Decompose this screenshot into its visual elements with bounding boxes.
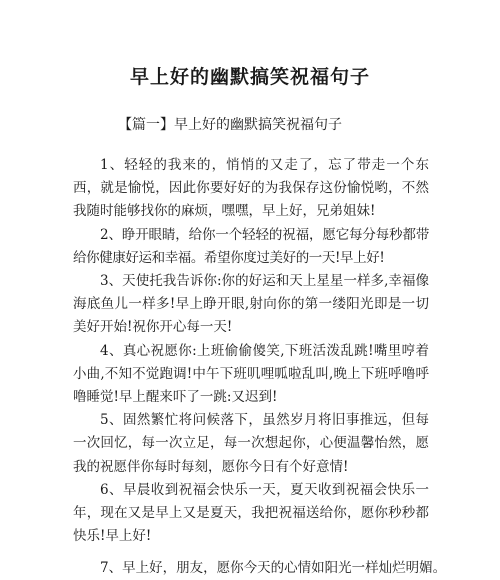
paragraph-6: 6、早晨收到祝福会快乐一天，夏天收到祝福会快乐一年，现在又是早上又是夏天，我把祝福送给你，愿你秒秒都快乐!早上好!: [73, 481, 429, 545]
paragraph-2: 2、睁开眼睛，给你一个轻轻的祝福，愿它每分每秒都带给你健康好运和幸福。希望你度过美好的一天!早上好!: [73, 226, 429, 266]
document-title: 早上好的幽默搞笑祝福句子: [129, 66, 370, 88]
section-heading: 【篇一】早上好的幽默搞笑祝福句子: [118, 117, 342, 133]
paragraph-7-partial: 7、早上好，朋友，愿你今天的心情如阳光一样灿烂明媚。: [100, 560, 447, 576]
paragraph-5: 5、固然繁忙将问候落下，虽然岁月将旧事推远，但每一次回忆，每一次立足，每一次想起你，心便温馨怡然，愿我的祝愿伴你每时每刻，愿你今日有个好意情!: [73, 412, 429, 475]
paragraph-4: 4、真心祝愿你:上班偷偷傻笑,下班活泼乱跳!嘴里哼着小曲,不知不觉跑调!中午下班叽哩呱啦乱叫,晚上下班呼噜呼噜睡觉!早上醒来吓了一跳:又迟到!: [73, 342, 429, 406]
cut-off-paragraph: [73, 557, 447, 576]
paragraph-1: 1、轻轻的我来的，悄悄的又走了，忘了带走一个东西，就是愉悦，因此你要好好的为我保存这份愉悦哟，不然我随时能够找你的麻烦，嘿嘿，早上好，兄弟姐妹!: [73, 157, 429, 220]
document-body: [73, 154, 429, 548]
paragraph-3: 3、天使托我告诉你:你的好运和天上星星一样多,幸福像海底鱼儿一样多!早上睁开眼,射向你的第一缕阳光即是一切美好开始!祝你开心每一天!: [73, 273, 429, 336]
